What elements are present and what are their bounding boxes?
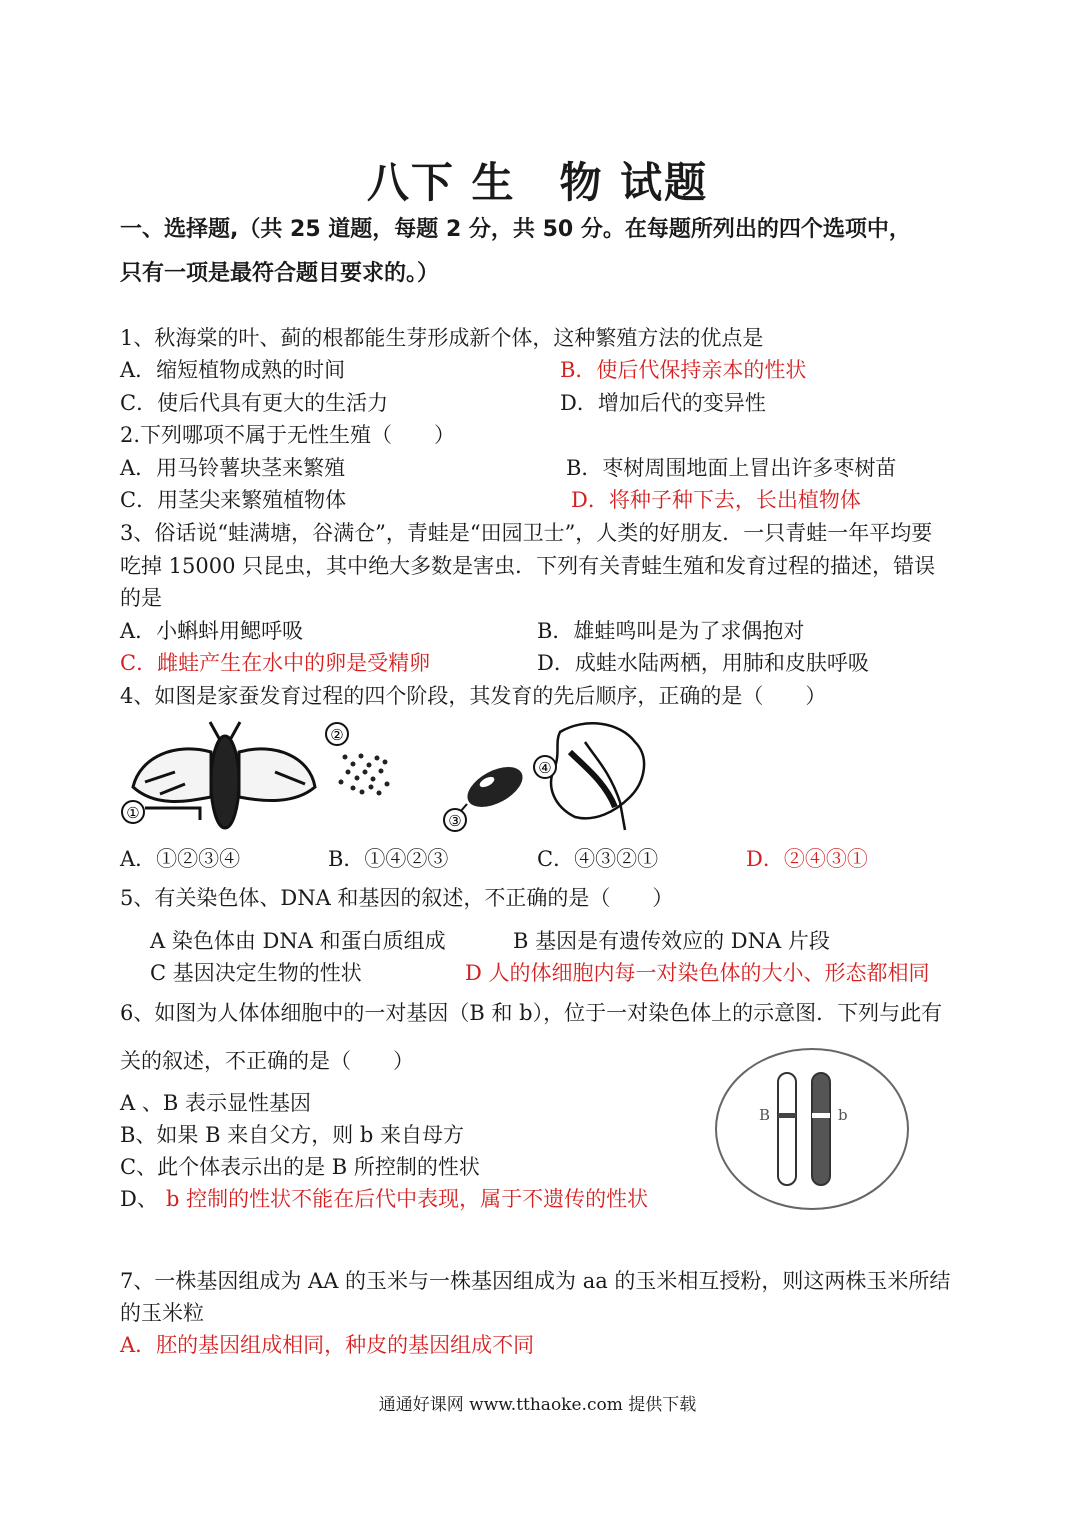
q2-option-a: A．用马铃薯块茎来繁殖 [120,456,346,480]
q5-stem: 5、有关染色体、DNA 和基因的叙述，不正确的是（ ） [120,886,674,910]
q3-option-b: B．雄蛙鸣叫是为了求偶抱对 [537,619,805,643]
q2-option-d-answer: D．将种子种下去，长出植物体 [571,488,861,512]
q1-option-c: C．使后代具有更大的生活力 [120,391,389,415]
q7-stem-line2: 的玉米粒 [120,1301,204,1325]
q4-option-c: C．④③②① [537,847,659,871]
q7-option-a-answer: A．胚的基因组成相同，种皮的基因组成不同 [120,1333,535,1357]
svg-text:②: ② [330,726,344,744]
q3-option-a: A．小蝌蚪用鳃呼吸 [120,619,304,643]
q3-stem-line1: 3、俗话说“蛙满塘，谷满仓”，青蛙是“田园卫士”，人类的好朋友．一只青蛙一年平均要 [120,521,933,545]
page-footer: 通通好课网 www.tthaoke.com 提供下载 [378,1395,697,1415]
q1-stem: 1、秋海棠的叶、蓟的根都能生芽形成新个体，这种繁殖方法的优点是 [120,326,764,350]
label-2-circle [326,723,348,745]
q6-option-b: B、如果 B 来自父方，则 b 来自母方 [120,1123,465,1147]
gene-label-b-lower: b [838,1106,848,1124]
label-3-circle [444,809,466,831]
q6-stem-line1: 6、如图为人体体细胞中的一对基因（B 和 b），位于一对染色体上的示意图．下列与此有 [120,1001,943,1025]
chromosome-light [778,1073,796,1185]
q4-option-d-answer: D．②④③① [746,847,868,871]
q3-option-c-answer: C．雌蛙产生在水中的卵是受精卵 [120,651,431,675]
q5-option-d-answer: D 人的体细胞内每一对染色体的大小、形态都相同 [465,961,930,985]
page-title: 八下 生 物 试题 [366,158,709,207]
q2-option-c: C．用茎尖来繁殖植物体 [120,488,347,512]
chromosome-pair-figure [712,1045,912,1213]
q2-option-b: B．枣树周围地面上冒出许多枣树苗 [566,456,897,480]
moth-icon [133,722,315,828]
chromosome-dark [812,1073,830,1185]
label-4-circle [534,756,556,778]
section-heading-line1: 一、选择题,（共 25 道题，每题 2 分，共 50 分。在每题所列出的四个选项中， [120,217,911,242]
svg-text:①: ① [126,804,140,822]
svg-text:③: ③ [448,812,462,830]
q1-option-d: D．增加后代的变异性 [560,391,766,415]
q6-option-d-prefix: D、 [120,1187,158,1211]
larva-on-leaf-icon [551,723,644,830]
q5-option-a: A 染色体由 DNA 和蛋白质组成 [150,929,446,953]
q4-stem: 4、如图是家蚕发育过程的四个阶段，其发育的先后顺序，正确的是（ ） [120,684,827,708]
silkworm-stages-figure [115,712,675,837]
q7-stem-line1: 7、一株基因组成为 AA 的玉米与一株基因组成为 aa 的玉米相互授粉，则这两株玉米所结 [120,1269,951,1293]
label-1-circle [122,801,144,823]
eggs-icon [339,754,390,796]
q4-option-b: B．①④②③ [328,847,449,871]
q2-stem: 2.下列哪项不属于无性生殖（ ） [120,423,456,447]
q3-stem-line3: 的是 [120,586,162,610]
q1-option-b-answer: B．使后代保持亲本的性状 [560,358,807,382]
q3-stem-line2: 吃掉 15000 只昆虫，其中绝大多数是害虫．下列有关青蛙生殖和发育过程的描述，错误 [120,554,936,578]
q6-stem-line2: 关的叙述，不正确的是（ ） [120,1049,414,1073]
q5-option-c: C 基因决定生物的性状 [150,961,362,985]
q4-option-a: A．①②③④ [120,847,241,871]
gene-label-b-upper: B [759,1106,771,1124]
q6-option-d-answer: b 控制的性状不能在后代中表现，属于不遗传的性状 [166,1187,649,1211]
q5-option-b: B 基因是有遗传效应的 DNA 片段 [513,929,830,953]
q1-option-a: A．缩短植物成熟的时间 [120,358,346,382]
q6-option-c: C、此个体表示出的是 B 所控制的性状 [120,1155,480,1179]
svg-text:④: ④ [538,759,552,777]
q6-option-a: A 、B 表示显性基因 [120,1091,311,1115]
section-heading-line2: 只有一项是最符合题目要求的。） [120,261,440,286]
q3-option-d: D．成蛙水陆两栖，用肺和皮肤呼吸 [537,651,869,675]
pupa-icon [460,759,529,815]
